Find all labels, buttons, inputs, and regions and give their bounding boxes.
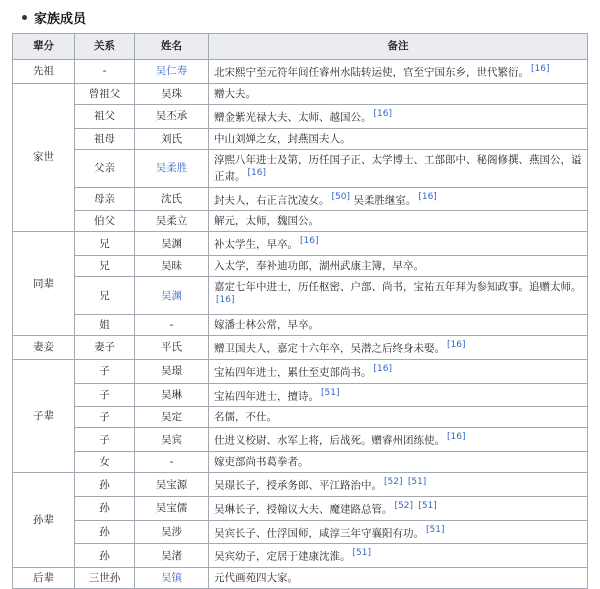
notes-cell bbox=[209, 473, 588, 497]
person-link[interactable]: 吴渊 bbox=[161, 289, 182, 302]
notes-text: 仕进义校尉、水军上将，后战死。赠睿州团练使。 bbox=[214, 434, 445, 447]
notes-cell bbox=[209, 383, 588, 407]
bullet-icon bbox=[22, 15, 27, 20]
reference-link[interactable]: [16] bbox=[418, 191, 437, 202]
column-header-rank: 辈分 bbox=[13, 34, 75, 60]
notes-cell bbox=[209, 187, 588, 211]
reference-link[interactable]: [16] bbox=[373, 363, 392, 374]
reference-link[interactable]: [52] bbox=[394, 500, 413, 511]
notes-cell bbox=[209, 83, 588, 104]
generation-cell: 同辈 bbox=[13, 232, 75, 336]
relation-cell: 孙 bbox=[75, 544, 135, 568]
generation-cell: 后辈 bbox=[13, 567, 75, 588]
notes-text: 吴琳长子，授翰议大夫、魔建路总管。 bbox=[214, 503, 393, 516]
reference-link[interactable]: [16] bbox=[373, 108, 392, 119]
table-row bbox=[13, 232, 588, 256]
notes-text: 吴宾长子、仕浮国师，咸淳三年守襄阳有功。 bbox=[214, 527, 424, 540]
notes-text: 宝祐四年进士，擅诗。 bbox=[214, 390, 319, 403]
notes-text: 吴宾幼子，定居于建康沈淮。 bbox=[214, 550, 351, 563]
name-cell[interactable] bbox=[135, 149, 209, 187]
table-row bbox=[13, 407, 588, 428]
relation-cell: 妻子 bbox=[75, 336, 135, 360]
relation-cell: 孙 bbox=[75, 473, 135, 497]
name-cell: 吴珠 bbox=[135, 83, 209, 104]
table-row bbox=[13, 336, 588, 360]
table-row bbox=[13, 359, 588, 383]
relation-cell: 祖母 bbox=[75, 128, 135, 149]
notes-text: 嫁吏部尚书葛拳者。 bbox=[214, 456, 309, 469]
table-row bbox=[13, 544, 588, 568]
relation-cell: 子 bbox=[75, 407, 135, 428]
name-cell: 吴柔立 bbox=[135, 211, 209, 232]
relation-cell: 女 bbox=[75, 452, 135, 473]
relation-cell: 孙 bbox=[75, 520, 135, 544]
relation-cell: 子 bbox=[75, 428, 135, 452]
name-cell: 吴宾 bbox=[135, 428, 209, 452]
name-cell[interactable] bbox=[135, 567, 209, 588]
table-row bbox=[13, 83, 588, 104]
notes-cell bbox=[209, 277, 588, 315]
table-row bbox=[13, 211, 588, 232]
relation-cell: 伯父 bbox=[75, 211, 135, 232]
table-row bbox=[13, 428, 588, 452]
table-row bbox=[13, 315, 588, 336]
reference-link[interactable]: [52] bbox=[384, 477, 403, 488]
notes-text: 淳熙八年进士及第，历任国子正、太学博士、工部郎中、秘阁修撰、燕国公，谥正肃。 bbox=[214, 153, 582, 183]
notes-text: 吴璟长子，授承务郎、平江路治中。 bbox=[214, 479, 382, 492]
notes-text: 嘉定七年中进士，历任枢密、户部、尚书，宝祐五年拜为参知政事。追赠太师。 bbox=[214, 281, 582, 294]
notes-cell bbox=[209, 104, 588, 128]
generation-cell: 先祖 bbox=[13, 60, 75, 84]
relation-cell: 兄 bbox=[75, 232, 135, 256]
reference-link[interactable]: [51] bbox=[407, 477, 427, 488]
notes-text: 嫁潘士林公常，早卒。 bbox=[214, 319, 319, 332]
notes-text: 赠大夫。 bbox=[214, 87, 256, 100]
name-cell: 吴宝源 bbox=[135, 473, 209, 497]
notes-cell bbox=[209, 149, 588, 187]
table-row bbox=[13, 383, 588, 407]
generation-cell: 妻妾 bbox=[13, 336, 75, 360]
table-body bbox=[13, 60, 588, 589]
relation-cell: 姐 bbox=[75, 315, 135, 336]
name-cell: 吴涉 bbox=[135, 520, 209, 544]
name-cell: 吴渚 bbox=[135, 544, 209, 568]
reference-link[interactable]: [16] bbox=[531, 64, 550, 74]
name-cell: 沈氏 bbox=[135, 187, 209, 211]
name-cell: 吴琳 bbox=[135, 383, 209, 407]
generation-cell: 子辈 bbox=[13, 359, 75, 472]
relation-cell: 兄 bbox=[75, 256, 135, 277]
reference-link[interactable]: [16] bbox=[247, 167, 266, 178]
notes-text: 赠金紫光禄大夫、太师、越国公。 bbox=[214, 111, 372, 124]
notes-cell bbox=[209, 336, 588, 360]
notes-text: 封夫人，右正言沈凌女。 bbox=[214, 194, 330, 207]
reference-link[interactable]: [16] bbox=[216, 295, 235, 306]
name-cell: 吴宝儒 bbox=[135, 496, 209, 520]
relation-cell: 孙 bbox=[75, 496, 135, 520]
relation-cell: 三世孙 bbox=[75, 567, 135, 588]
family-members-table bbox=[12, 33, 588, 589]
table-header bbox=[13, 34, 588, 60]
notes-text: 名儒，不仕。 bbox=[214, 411, 277, 424]
column-header-notes: 备注 bbox=[209, 34, 588, 60]
notes-text-extra: 吴柔胜继室。 bbox=[353, 194, 417, 207]
relation-cell: 子 bbox=[75, 359, 135, 383]
notes-cell bbox=[209, 567, 588, 588]
table-header-row bbox=[13, 34, 588, 60]
notes-cell bbox=[209, 544, 588, 568]
notes-text: 元代画苑四大家。 bbox=[214, 571, 298, 584]
notes-cell bbox=[209, 359, 588, 383]
notes-text: 补太学生，早卒。 bbox=[214, 238, 298, 251]
relation-cell: 兄 bbox=[75, 277, 135, 315]
notes-cell bbox=[209, 60, 588, 84]
table-row bbox=[13, 452, 588, 473]
name-cell: 刘氏 bbox=[135, 128, 209, 149]
table-row bbox=[13, 187, 588, 211]
table-row bbox=[13, 128, 588, 149]
name-cell: 吴昧 bbox=[135, 256, 209, 277]
notes-text: 解元，太师，魏国公。 bbox=[214, 215, 319, 228]
notes-text: 赠卫国夫人，嘉定十六年卒，吴潜之后终身未娶。 bbox=[214, 342, 445, 355]
notes-text: 北宋熙宁至元符年间任睿州水陆转运使，官至宁国东乡，世代繁衍。 bbox=[214, 66, 529, 79]
table-row bbox=[13, 104, 588, 128]
person-link[interactable]: 吴镇 bbox=[161, 571, 182, 584]
notes-cell bbox=[209, 520, 588, 544]
notes-cell bbox=[209, 428, 588, 452]
name-cell[interactable] bbox=[135, 60, 209, 84]
name-cell: 吴定 bbox=[135, 407, 209, 428]
relation-cell: 曾祖父 bbox=[75, 83, 135, 104]
table-row bbox=[13, 473, 588, 497]
table-row bbox=[13, 256, 588, 277]
table-row bbox=[13, 277, 588, 315]
notes-cell bbox=[209, 315, 588, 336]
notes-cell bbox=[209, 211, 588, 232]
reference-link[interactable]: [51] bbox=[426, 524, 445, 535]
notes-cell bbox=[209, 128, 588, 149]
notes-cell bbox=[209, 452, 588, 473]
column-header-name: 姓名 bbox=[135, 34, 209, 60]
reference-link[interactable]: [16] bbox=[447, 432, 466, 443]
notes-cell bbox=[209, 232, 588, 256]
notes-cell bbox=[209, 407, 588, 428]
table-row bbox=[13, 520, 588, 544]
reference-link[interactable]: [51] bbox=[321, 387, 340, 398]
notes-text: 中山刘婵之女，封燕国夫人。 bbox=[214, 132, 351, 145]
relation-cell: 子 bbox=[75, 383, 135, 407]
name-cell: 吴丕承 bbox=[135, 104, 209, 128]
relation-cell: 母亲 bbox=[75, 187, 135, 211]
notes-cell bbox=[209, 256, 588, 277]
reference-link[interactable]: [16] bbox=[447, 340, 466, 351]
name-cell: - bbox=[135, 452, 209, 473]
reference-link[interactable]: [51] bbox=[418, 500, 437, 511]
generation-cell: 家世 bbox=[13, 83, 75, 232]
table-row bbox=[13, 567, 588, 588]
table-row bbox=[13, 60, 588, 84]
generation-cell: 孙辈 bbox=[13, 473, 75, 568]
name-cell: - bbox=[135, 315, 209, 336]
person-link[interactable]: 吴仁寿 bbox=[155, 65, 188, 78]
person-link[interactable]: 吴柔胜 bbox=[155, 162, 188, 175]
name-cell: 吴璟 bbox=[135, 359, 209, 383]
name-cell: 平氏 bbox=[135, 336, 209, 360]
relation-cell: 祖父 bbox=[75, 104, 135, 128]
table-row bbox=[13, 149, 588, 187]
notes-text: 入太学，奉补迪功郎，湖州武康主簿，早卒。 bbox=[214, 260, 424, 273]
reference-link[interactable]: [51] bbox=[352, 548, 371, 559]
section-heading bbox=[0, 0, 600, 33]
reference-link[interactable]: [16] bbox=[300, 236, 319, 247]
notes-cell bbox=[209, 496, 588, 520]
name-cell[interactable] bbox=[135, 277, 209, 315]
notes-text: 宝祐四年进士，累仕至吏部尚书。 bbox=[214, 366, 372, 379]
reference-link[interactable]: [50] bbox=[331, 191, 350, 202]
relation-cell: 父亲 bbox=[75, 149, 135, 187]
table-row bbox=[13, 496, 588, 520]
name-cell: 吴渊 bbox=[135, 232, 209, 256]
section-heading-label: 家族成员 bbox=[34, 12, 87, 27]
column-header-relation: 关系 bbox=[75, 34, 135, 60]
relation-cell: - bbox=[75, 60, 135, 84]
